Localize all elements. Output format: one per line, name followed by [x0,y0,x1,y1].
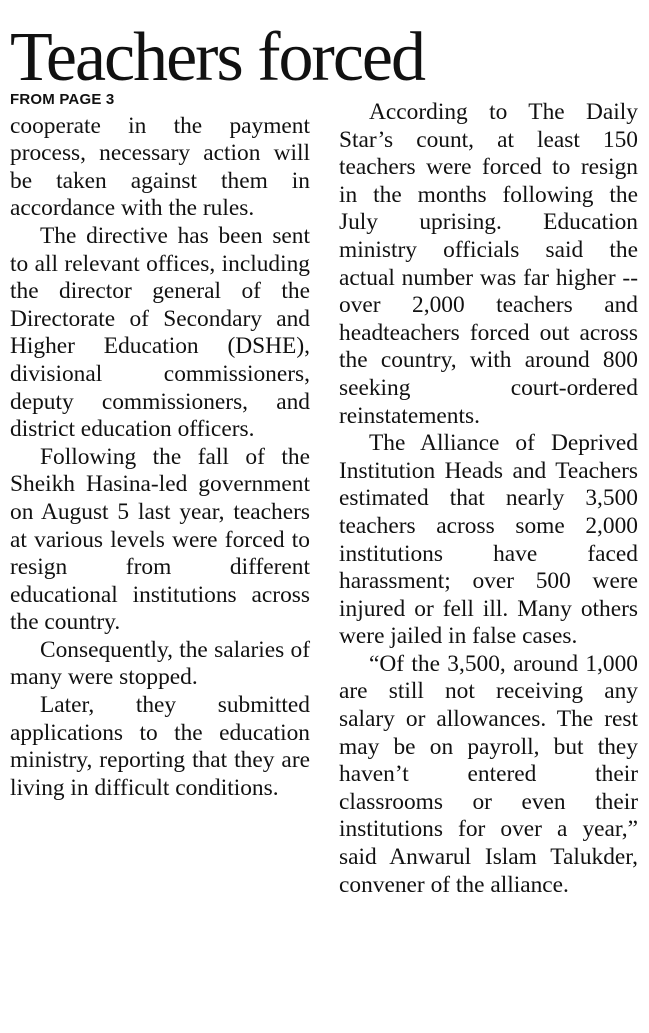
article-column-left [10,91,310,802]
paragraph: Following the fall of the Sheikh Hasina-led government on August 5 last year, teachers at various levels were forced to resign from different educational institutions across the country. [10,443,310,636]
jump-label: FROM PAGE 3 [10,91,115,108]
article-column-right [339,99,638,899]
paragraph: “Of the 3,500, around 1,000 are still not receiving any salary or allowances. The rest may be on payroll, but they haven’t entered their classrooms or even their institutions for over a year,” said Anwarul Islam Talukder, convener of the alliance. [339,650,638,898]
paragraph: cooperate in the payment process, necessary action will be taken against them in accordance with the rules. [10,112,310,222]
paragraph: The directive has been sent to all relevant offices, including the director general of the Directorate of Secondary and Higher Education (DSHE), divisional commissioners, deputy commissioners, and district education officers. [10,222,310,443]
paragraph: The Alliance of Deprived Institution Heads and Teachers estimated that nearly 3,500 teachers across some 2,000 institutions have faced harassment; over 500 were injured or fell ill. Many others were jailed in false cases. [339,430,638,650]
paragraph: According to The Daily Star’s count, at least 150 teachers were forced to resign in the months following the July uprising. Education ministry officials said the actual number was far higher -- over 2,000 teachers and headteachers forced out across the country, with around 800 seeking court-ordered reinstatements. [339,99,638,429]
jump-line [10,86,310,114]
paragraph: Later, they submitted applications to the education ministry, reporting that they are living in difficult conditions. [10,692,310,801]
headline: Teachers forced [10,19,424,96]
paragraph: Consequently, the salaries of many were stopped. [10,636,310,691]
